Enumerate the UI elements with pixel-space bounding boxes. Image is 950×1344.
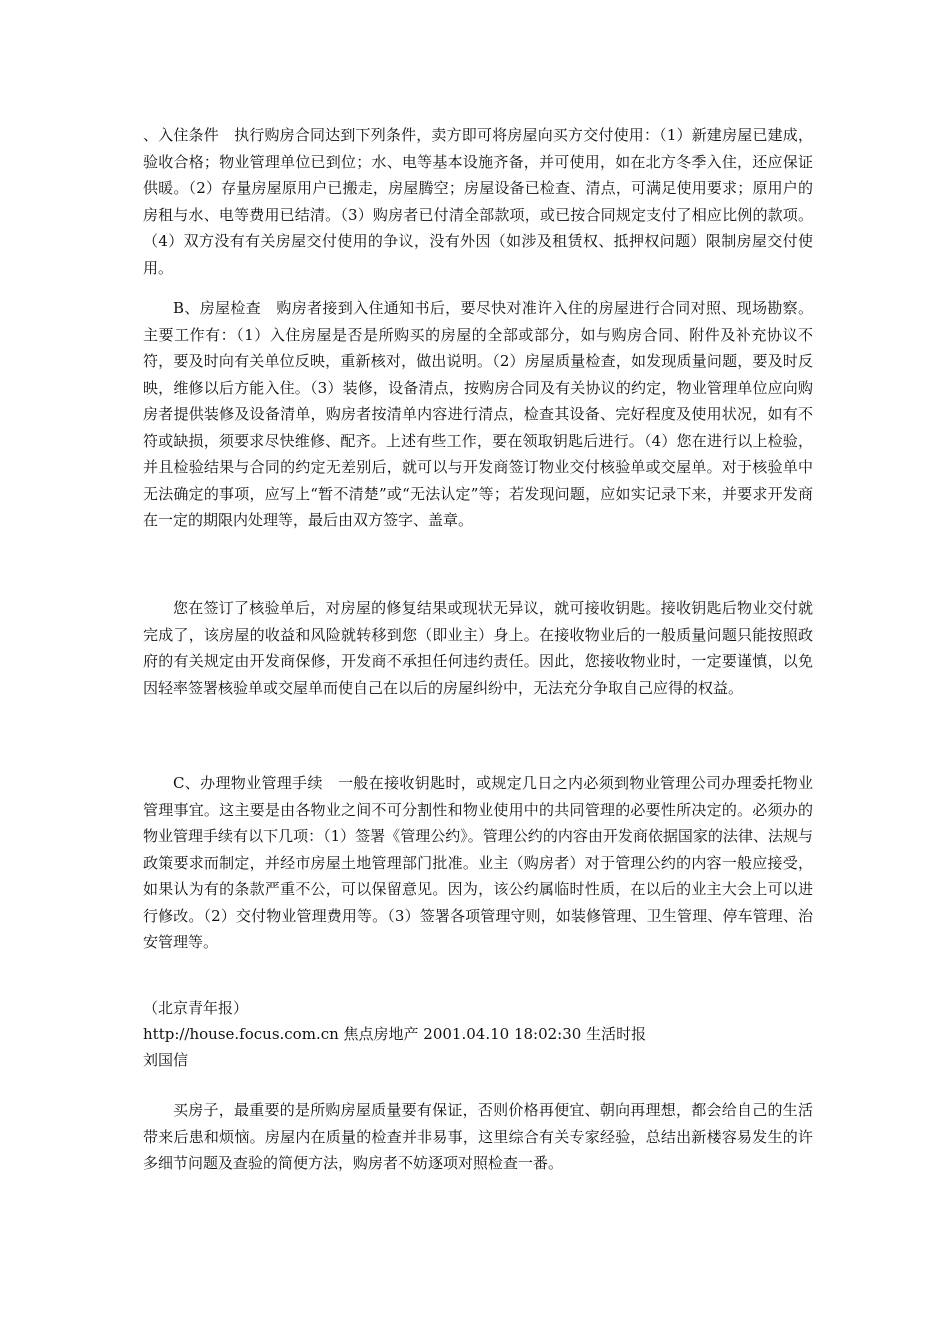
source-url-line: http://house.focus.com.cn 焦点房地产 2001.04.10 18:02:30 生活时报 <box>143 1025 647 1043</box>
source-author: 刘国信 <box>143 1051 189 1069</box>
paragraph-move-in-conditions: 、入住条件 执行购房合同达到下列条件，卖方即可将房屋向买方交付使用：（1）新建房屋已建成，验收合格；物业管理单位已到位；水、电等基本设施齐备，并可使用，如在北方冬季入住，还应保证供暖。（2）存量房屋原用户已搬走，房屋腾空；房屋设备已检查、清点，可满足使用要求；原用户的房租与水、电等费用已结清。（3）购房者已付清全部款项，或已按合同规定支付了相应比例的款项。（4）双方没有有关房屋交付使用的争议，没有外因（如涉及租赁权、抵押权问题）限制房屋交付使用。 <box>143 126 813 277</box>
paragraph-intro-new-article: 买房子，最重要的是所购房屋质量要有保证，否则价格再便宜、朝向再理想，都会给自己的生活带来后患和烦恼。房屋内在质量的检查并非易事，这里综合有关专家经验，总结出新楼容易发生的许多细节问题及查验的简便方法，购房者不妨逐项对照检查一番。 <box>143 1101 813 1172</box>
paragraph-property-management: C、办理物业管理手续 一般在接收钥匙时，或规定几日之内必须到物业管理公司办理委托物业管理事宜。这主要是由各物业之间不可分割性和物业使用中的共同管理的必要性所决定的。必须办的物业管理手续有以下几项：（1）签署《管理公约》。管理公约的内容由开发商依据国家的法律、法规与政策要求而制定，并经市房屋土地管理部门批准。业主（购房者）对于管理公约的内容一般应接受，如果认为有的条款严重不公，可以保留意见。因为，该公约属临时性质，在以后的业主大会上可以进行修改。（2）交付物业管理费用等。（3）签署各项管理守则，如装修管理、卫生管理、停车管理、治安管理等。 <box>143 774 813 951</box>
paragraph-key-receipt: 您在签订了核验单后，对房屋的修复结果或现状无异议，就可接收钥匙。接收钥匙后物业交付就完成了，该房屋的收益和风险就转移到您（即业主）身上。在接收物业后的一般质量问题只能按照政府的有关规定由开发商保修，开发商不承担任何违约责任。因此，您接收物业时，一定要谨慎，以免因轻率签署核验单或交屋单而使自己在以后的房屋纠纷中，无法充分争取自己应得的权益。 <box>143 599 813 697</box>
paragraph-house-inspection: B、房屋检查 购房者接到入住通知书后，要尽快对准许入住的房屋进行合同对照、现场勘察。主要工作有：（1）入住房屋是否是所购买的房屋的全部或部分，如与购房合同、附件及补充协议不符，要及时向有关单位反映，重新核对，做出说明。（2）房屋质量检查，如发现质量问题，要及时反映，维修以后方能入住。（3）装修，设备清点，按购房合同及有关协议的约定，物业管理单位应向购房者提供装修及设备清单，购房者按清单内容进行清点，检查其设备、完好程度及使用状况，如有不符或缺损，须要求尽快维修、配齐。上述有些工作，要在领取钥匙后进行。（4）您在进行以上检验，并且检验结果与合同的约定无差别后，就可以与开发商签订物业交付核验单或交屋单。对于核验单中无法确定的事项，应写上“暂不清楚”或“无法认定”等；若发现问题，应如实记录下来，并要求开发商在一定的期限内处理等，最后由双方签字、盖章。 <box>143 299 813 529</box>
source-newspaper: （北京青年报） <box>143 999 249 1017</box>
